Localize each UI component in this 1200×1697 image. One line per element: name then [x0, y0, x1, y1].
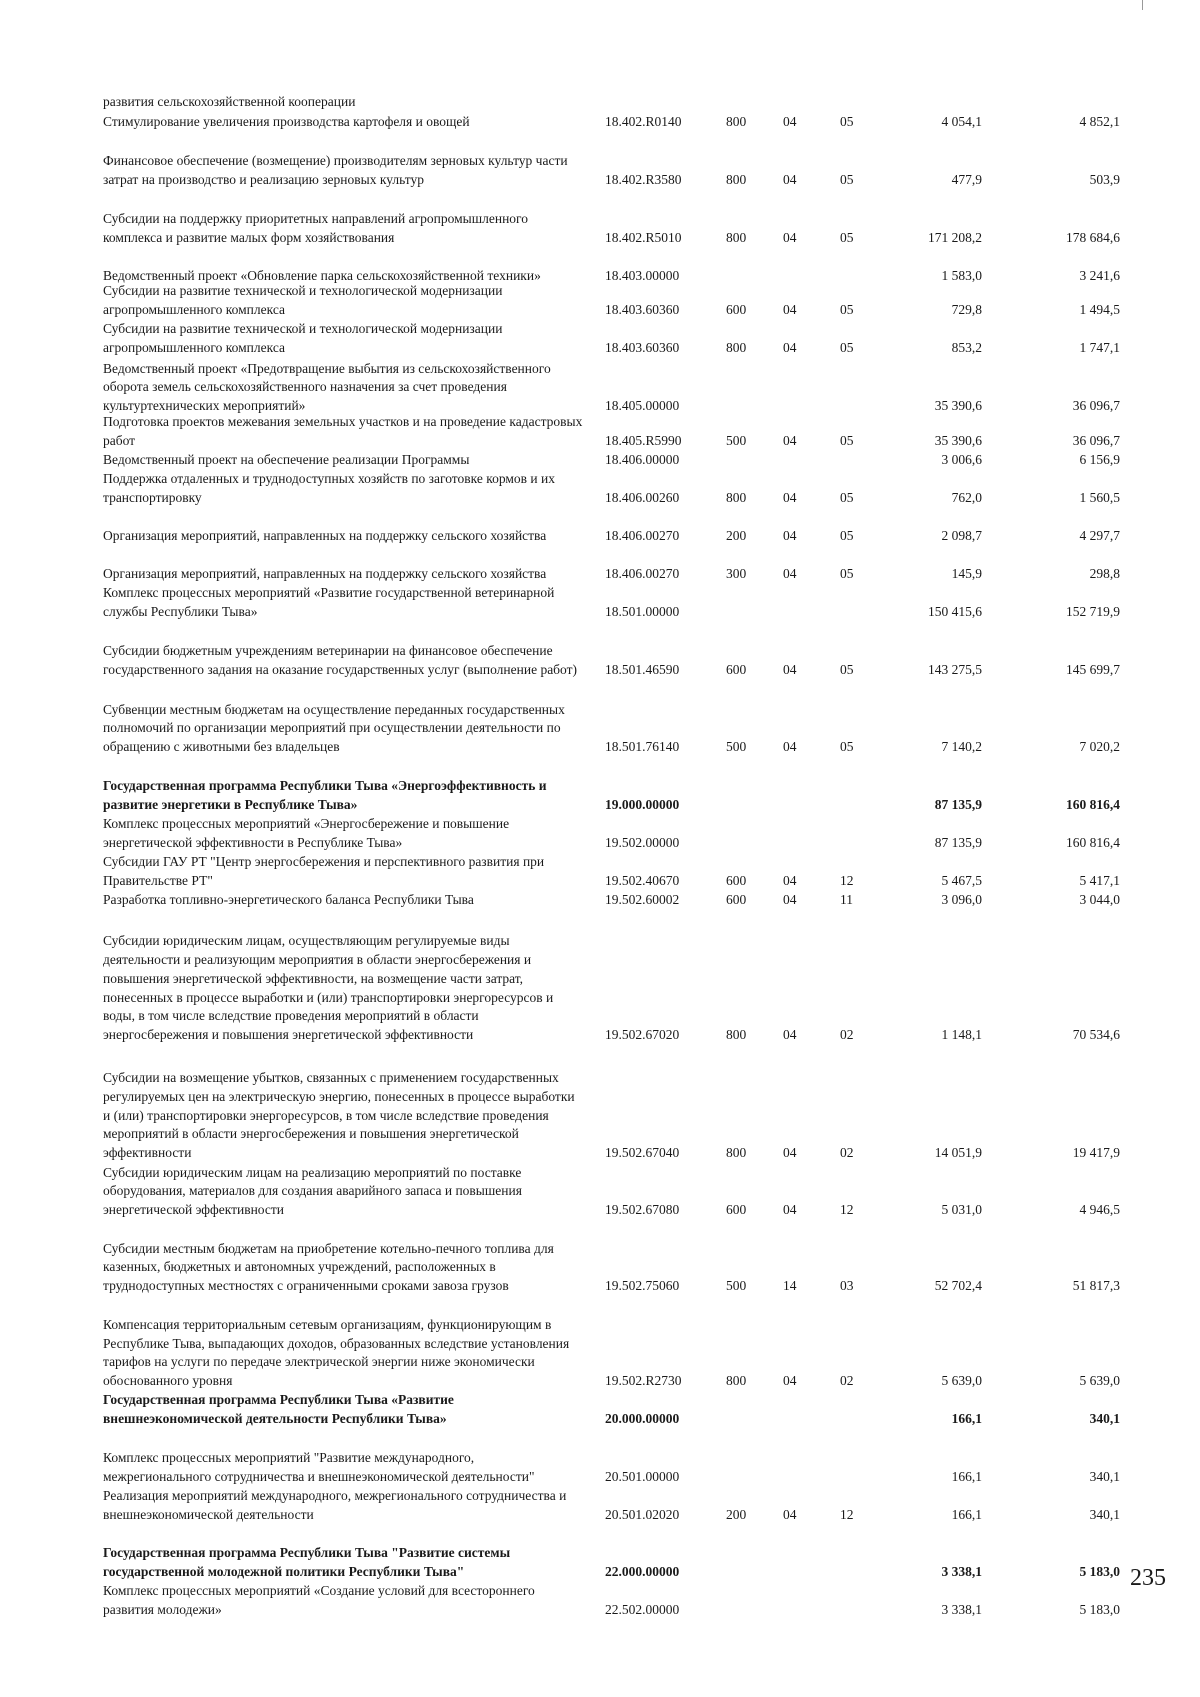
cell-v2: 70 534,6 [1072, 1027, 1120, 1043]
cell-v2: 340,1 [1089, 1469, 1120, 1485]
cell-pr: 05 [840, 490, 854, 506]
cell-code: 19.502.40670 [605, 873, 680, 889]
cell-name: Стимулирование увеличения производства картофеля и овощей [103, 114, 470, 130]
cell-name: Финансовое обеспечение (возмещение) производителям зерновых культур части затрат на производство и реализацию зерновых культур [103, 153, 568, 188]
cell-vr: 600 [726, 302, 747, 318]
cell-v2: 5 417,1 [1079, 873, 1120, 889]
cell-vr: 800 [726, 114, 747, 130]
cell-vr: 500 [726, 739, 747, 755]
cell-v2: 298,8 [1089, 566, 1120, 582]
cell-v1: 5 639,0 [941, 1373, 982, 1389]
cell-v2: 19 417,9 [1072, 1145, 1120, 1161]
cell-rz: 04 [783, 1145, 797, 1161]
cell-v2: 5 183,0 [1079, 1564, 1120, 1580]
cell-code: 18.406.00260 [605, 490, 680, 506]
cell-name: Комплекс процессных мероприятий «Создание условий для всестороннего развития молодежи» [103, 1583, 535, 1618]
cell-v2: 145 699,7 [1066, 662, 1120, 678]
cell-name: Субсидии на возмещение убытков, связанных с применением государственных регулируемых цен на электрическую энергию, понесенных в процессе выработки и (или) транспортировки энергоресурсов, в том числе вследствие проведения мероприятий в области энергосбережения и повышения энергетической эффективности [103, 1070, 575, 1161]
cell-rz: 04 [783, 302, 797, 318]
cell-vr: 800 [726, 490, 747, 506]
cell-v1: 143 275,5 [928, 662, 982, 678]
cell-vr: 800 [726, 340, 747, 356]
cell-v2: 3 044,0 [1079, 892, 1120, 908]
cell-code: 19.502.67020 [605, 1027, 680, 1043]
cell-v1: 3 006,6 [941, 452, 982, 468]
cell-pr: 05 [840, 340, 854, 356]
cell-v1: 1 583,0 [941, 268, 982, 284]
cell-rz: 04 [783, 662, 797, 678]
cell-v1: 166,1 [951, 1411, 982, 1427]
cell-v1: 1 148,1 [941, 1027, 982, 1043]
cell-v1: 729,8 [951, 302, 982, 318]
cell-v2: 340,1 [1089, 1411, 1120, 1427]
cell-vr: 800 [726, 1027, 747, 1043]
cell-code: 22.502.00000 [605, 1602, 680, 1618]
cell-code: 22.000.00000 [605, 1564, 680, 1580]
cell-v1: 762,0 [951, 490, 982, 506]
cell-rz: 04 [783, 340, 797, 356]
cell-v1: 166,1 [951, 1469, 982, 1485]
cell-name: Субсидии на поддержку приоритетных направлений агропромышленного комплекса и развитие малых форм хозяйствования [103, 211, 528, 246]
cell-code: 18.402.R0140 [605, 114, 682, 130]
cell-vr: 600 [726, 662, 747, 678]
cell-pr: 05 [840, 172, 854, 188]
cell-v1: 171 208,2 [928, 230, 982, 246]
cell-code: 18.405.R5990 [605, 433, 682, 449]
cell-v2: 4 297,7 [1079, 528, 1120, 544]
cell-pr: 02 [840, 1145, 854, 1161]
cell-code: 18.406.00000 [605, 452, 680, 468]
cell-code: 20.501.00000 [605, 1469, 680, 1485]
cell-code: 18.501.46590 [605, 662, 680, 678]
cell-pr: 03 [840, 1278, 854, 1294]
cell-v2: 160 816,4 [1066, 835, 1120, 851]
cell-v2: 503,9 [1089, 172, 1120, 188]
cell-name: Поддержка отдаленных и труднодоступных хозяйств по заготовке кормов и их транспортировку [103, 471, 555, 506]
cell-code: 18.501.76140 [605, 739, 680, 755]
cell-v2: 178 684,6 [1066, 230, 1120, 246]
cell-vr: 200 [726, 528, 747, 544]
cell-code: 18.403.60360 [605, 302, 680, 318]
cell-code: 18.406.00270 [605, 528, 680, 544]
cell-name: Государственная программа Республики Тыва «Энергоэффективность и развитие энергетики в Республике Тыва» [103, 778, 547, 813]
cell-name: Комплекс процессных мероприятий "Развитие международного, межрегионального сотрудничества и внешнеэкономической деятельности" [103, 1450, 535, 1485]
cell-rz: 04 [783, 739, 797, 755]
cell-v1: 52 702,4 [934, 1278, 982, 1294]
cell-v2: 51 817,3 [1072, 1278, 1120, 1294]
cell-v1: 5 031,0 [941, 1202, 982, 1218]
cell-vr: 200 [726, 1507, 747, 1523]
cell-rz: 04 [783, 566, 797, 582]
cell-vr: 500 [726, 1278, 747, 1294]
cell-code: 19.502.67080 [605, 1202, 680, 1218]
cell-vr: 600 [726, 873, 747, 889]
cell-rz: 04 [783, 114, 797, 130]
cell-v1: 150 415,6 [928, 604, 982, 620]
cell-v2: 36 096,7 [1072, 398, 1120, 414]
cell-pr: 05 [840, 662, 854, 678]
cell-name: Комплекс процессных мероприятий «Энергосбережение и повышение энергетической эффективности в Республике Тыва» [103, 816, 510, 851]
cell-v2: 340,1 [1089, 1507, 1120, 1523]
cell-code: 20.501.02020 [605, 1507, 680, 1523]
cell-name: Субсидии бюджетным учреждениям ветеринарии на финансовое обеспечение государственного задания на оказание государственных услуг (выполнение работ) [103, 643, 578, 678]
cell-pr: 05 [840, 230, 854, 246]
cell-rz: 04 [783, 873, 797, 889]
cell-code: 19.502.60002 [605, 892, 680, 908]
cell-v1: 14 051,9 [934, 1145, 982, 1161]
cell-v1: 3 338,1 [941, 1564, 982, 1580]
cell-pr: 05 [840, 528, 854, 544]
cell-v2: 4 852,1 [1079, 114, 1120, 130]
cell-pr: 05 [840, 302, 854, 318]
cell-name: Ведомственный проект «Обновление парка сельскохозяйственной техники» [103, 268, 541, 284]
cell-vr: 800 [726, 1373, 747, 1389]
cell-code: 19.502.67040 [605, 1145, 680, 1161]
cell-v1: 2 098,7 [941, 528, 982, 544]
cell-v1: 87 135,9 [934, 797, 982, 813]
scan-mark [1142, 0, 1143, 10]
cell-v1: 3 096,0 [941, 892, 982, 908]
cell-pr: 12 [840, 1507, 854, 1523]
cell-v1: 35 390,6 [934, 398, 982, 414]
cell-vr: 800 [726, 230, 747, 246]
cell-vr: 800 [726, 172, 747, 188]
cell-vr: 600 [726, 892, 747, 908]
cell-name: Субсидии юридическим лицам, осуществляющим регулируемые виды деятельности и реализующим мероприятия в области энергосбережения и повышения энергетической эффективности, на возмещение части затрат, понесенных в процессе выработки и (или) транспортировки энергоресурсов и воды, в том числе вследствие проведения мероприятий в области энергосбережения и повышения энергетической эффективности [103, 933, 554, 1043]
cell-name: Ведомственный проект «Предотвращение выбытия из сельскохозяйственного оборота земель сельскохозяйственного назначения за счет проведения культуртехнических мероприятий» [103, 360, 551, 414]
cell-v1: 145,9 [951, 566, 982, 582]
cell-code: 18.405.00000 [605, 398, 680, 414]
cell-rz: 04 [783, 490, 797, 506]
cell-vr: 500 [726, 433, 747, 449]
cell-rz: 04 [783, 433, 797, 449]
cell-name: Субсидии на развитие технической и технологической модернизации агропромышленного комплекса [103, 283, 503, 318]
cell-vr: 600 [726, 1202, 747, 1218]
cell-name: развития сельскохозяйственной кооперации [103, 94, 356, 110]
cell-code: 18.501.00000 [605, 604, 680, 620]
cell-code: 18.406.00270 [605, 566, 680, 582]
cell-name: Субвенции местным бюджетам на осуществление переданных государственных полномочий по организации мероприятий при осуществлении деятельности по обращению с животными без владельцев [103, 701, 565, 755]
cell-rz: 04 [783, 1202, 797, 1218]
cell-name: Разработка топливно-энергетического баланса Республики Тыва [103, 892, 474, 908]
cell-rz: 04 [783, 1373, 797, 1389]
cell-rz: 04 [783, 1027, 797, 1043]
cell-name: Реализация мероприятий международного, межрегионального сотрудничества и внешнеэкономической деятельности [103, 1488, 567, 1523]
cell-name: Организация мероприятий, направленных на поддержку сельского хозяйства [103, 566, 547, 582]
cell-code: 18.402.R3580 [605, 172, 682, 188]
cell-v2: 5 183,0 [1079, 1602, 1120, 1618]
cell-v2: 5 639,0 [1079, 1373, 1120, 1389]
cell-v2: 152 719,9 [1066, 604, 1120, 620]
cell-code: 20.000.00000 [605, 1411, 680, 1427]
cell-rz: 04 [783, 892, 797, 908]
page-number: 235 [1130, 1565, 1166, 1591]
cell-v2: 3 241,6 [1079, 268, 1120, 284]
cell-rz: 04 [783, 172, 797, 188]
cell-rz: 04 [783, 230, 797, 246]
cell-pr: 05 [840, 739, 854, 755]
cell-rz: 14 [783, 1278, 797, 1294]
cell-code: 18.402.R5010 [605, 230, 682, 246]
cell-code: 18.403.00000 [605, 268, 680, 284]
cell-pr: 02 [840, 1373, 854, 1389]
cell-v2: 1 747,1 [1079, 340, 1120, 356]
cell-vr: 300 [726, 566, 747, 582]
cell-name: Подготовка проектов межевания земельных участков и на проведение кадастровых работ [103, 414, 583, 449]
cell-pr: 05 [840, 433, 854, 449]
cell-v1: 7 140,2 [941, 739, 982, 755]
cell-v2: 36 096,7 [1072, 433, 1120, 449]
cell-code: 18.403.60360 [605, 340, 680, 356]
cell-vr: 800 [726, 1145, 747, 1161]
cell-v2: 4 946,5 [1079, 1202, 1120, 1218]
cell-v1: 3 338,1 [941, 1602, 982, 1618]
cell-name: Субсидии местным бюджетам на приобретение котельно-печного топлива для казенных, бюджетных и автономных учреждений, расположенных в труднодоступных местностях с ограниченными сроками завоза грузов [103, 1240, 554, 1294]
cell-pr: 05 [840, 114, 854, 130]
cell-name: Субсидии на развитие технической и технологической модернизации агропромышленного комплекса [103, 321, 503, 356]
cell-name: Государственная программа Республики Тыва "Развитие системы государственной молодежной политики Республики Тыва" [103, 1545, 511, 1580]
cell-v1: 4 054,1 [941, 114, 982, 130]
cell-v1: 166,1 [951, 1507, 982, 1523]
cell-v2: 6 156,9 [1079, 452, 1120, 468]
cell-v1: 35 390,6 [934, 433, 982, 449]
cell-v1: 853,2 [951, 340, 982, 356]
cell-rz: 04 [783, 528, 797, 544]
cell-pr: 12 [840, 1202, 854, 1218]
cell-name: Организация мероприятий, направленных на поддержку сельского хозяйства [103, 528, 547, 544]
cell-code: 19.000.00000 [605, 797, 680, 813]
cell-name: Компенсация территориальным сетевым организациям, функционирующим в Республике Тыва, выпадающих доходов, образованных вследствие установления тарифов на услуги по передаче электрической энергии ниже экономически обоснованного уровня [103, 1316, 570, 1389]
cell-v1: 477,9 [951, 172, 982, 188]
cell-name: Субсидии юридическим лицам на реализацию мероприятий по поставке оборудования, материалов для создания аварийного запаса и повышения энергетической эффективности [103, 1164, 522, 1218]
cell-name: Государственная программа Республики Тыва «Развитие внешнеэкономической деятельности Республики Тыва» [103, 1392, 454, 1427]
cell-name: Комплекс процессных мероприятий «Развитие государственной ветеринарной службы Республики Тыва» [103, 585, 555, 620]
cell-v2: 160 816,4 [1066, 797, 1120, 813]
cell-pr: 02 [840, 1027, 854, 1043]
cell-code: 19.502.R2730 [605, 1373, 682, 1389]
cell-pr: 11 [840, 892, 853, 908]
cell-v2: 7 020,2 [1079, 739, 1120, 755]
cell-v2: 1 560,5 [1079, 490, 1120, 506]
cell-rz: 04 [783, 1507, 797, 1523]
cell-code: 19.502.00000 [605, 835, 680, 851]
cell-name: Ведомственный проект на обеспечение реализации Программы [103, 452, 470, 468]
cell-pr: 12 [840, 873, 854, 889]
cell-name: Субсидии ГАУ РТ "Центр энергосбережения и перспективного развития при Правительстве РТ" [103, 854, 545, 889]
cell-v2: 1 494,5 [1079, 302, 1120, 318]
cell-pr: 05 [840, 566, 854, 582]
cell-v1: 87 135,9 [934, 835, 982, 851]
cell-v1: 5 467,5 [941, 873, 982, 889]
cell-code: 19.502.75060 [605, 1278, 680, 1294]
